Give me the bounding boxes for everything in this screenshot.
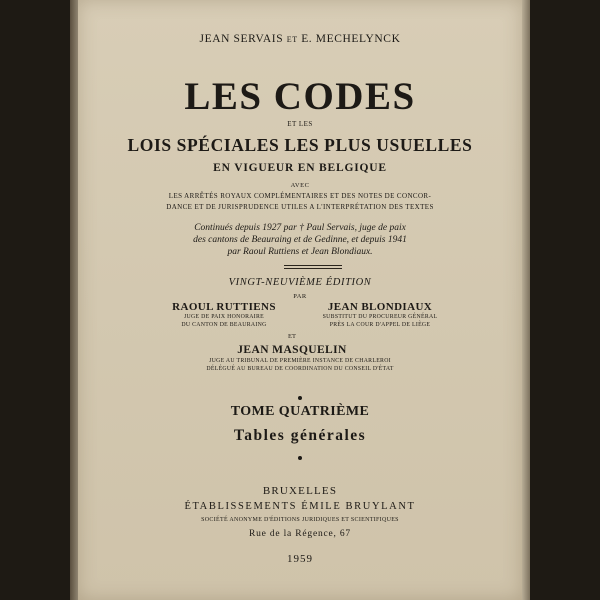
authors-line — [78, 33, 522, 45]
ornament-dot-1 — [298, 396, 302, 400]
editor-left — [134, 301, 314, 329]
subtitle: LOIS SPÉCIALES LES PLUS USUELLES — [127, 135, 473, 155]
editor-third-sub1: JUGE AU TRIBUNAL DE PREMIÈRE INSTANCE DE CHARLEROI — [209, 358, 391, 364]
editor-third-name: JEAN MASQUELIN — [237, 344, 347, 356]
divider-rule-top — [284, 265, 342, 266]
city: BRUXELLES — [262, 485, 338, 497]
publisher: ÉTABLISSEMENTS ÉMILE BRUYLANT — [184, 501, 416, 512]
par: PAR — [293, 293, 307, 300]
continues-line-1: Continués depuis 1927 par † Paul Servais, juge de paix — [194, 223, 406, 233]
editor-right-sub2: PRÈS LA COUR D'APPEL DE LIÈGE — [329, 322, 431, 328]
arretes-line-2: DANCE ET DE JURISPRUDENCE UTILES A L'INTERPRÉTATION DES TEXTES — [166, 203, 434, 211]
avec: AVEC — [290, 182, 310, 189]
editor-right — [290, 301, 470, 329]
authors-et: ET — [286, 35, 298, 44]
main-title: LES CODES — [184, 75, 416, 118]
editor-left-sub2: DU CANTON DE BEAURAING — [181, 322, 267, 328]
editor-right-sub1: SUBSTITUT DU PROCUREUR GÉNÉRAL — [322, 314, 438, 320]
arretes-line-1: LES ARRÊTÉS ROYAUX COMPLÉMENTAIRES ET DES NOTES DE CONCOR- — [168, 192, 432, 200]
title-page — [78, 0, 522, 600]
editor-third-sub2: DÉLÉGUÉ AU BUREAU DE COORDINATION DU CONSEIL D'ÉTAT — [206, 366, 394, 372]
et-les: ET LES — [287, 120, 313, 128]
book-edge-left — [70, 0, 78, 600]
editor-left-sub1: JUGE DE PAIX HONORAIRE — [184, 314, 264, 320]
edition: VINGT-NEUVIÈME ÉDITION — [228, 277, 372, 288]
year: 1959 — [287, 553, 313, 565]
tome: TOME QUATRIÈME — [230, 404, 370, 419]
divider-rule-bottom — [284, 268, 342, 269]
continues-line-2: des cantons de Beauraing et de Gedinne, et depuis 1941 — [193, 235, 407, 245]
en-vigueur: EN VIGUEUR EN BELGIQUE — [213, 162, 387, 174]
tables-generales: Tables générales — [233, 427, 367, 444]
et-second: ET — [288, 333, 296, 340]
editor-right-name: JEAN BLONDIAUX — [327, 301, 433, 313]
publisher-sub: SOCIÉTÉ ANONYME D'ÉDITIONS JURIDIQUES ET SCIENTIFIQUES — [201, 517, 399, 523]
authors-first: JEAN SERVAIS — [199, 33, 284, 45]
address: Rue de la Régence, 67 — [248, 529, 351, 539]
continues-line-3: par Raoul Ruttiens et Jean Blondiaux. — [227, 247, 373, 257]
book-edge-right — [522, 0, 530, 600]
ornament-dot-2 — [298, 456, 302, 460]
editor-left-name: RAOUL RUTTIENS — [172, 301, 276, 313]
authors-second: E. MECHELYNCK — [301, 33, 401, 45]
